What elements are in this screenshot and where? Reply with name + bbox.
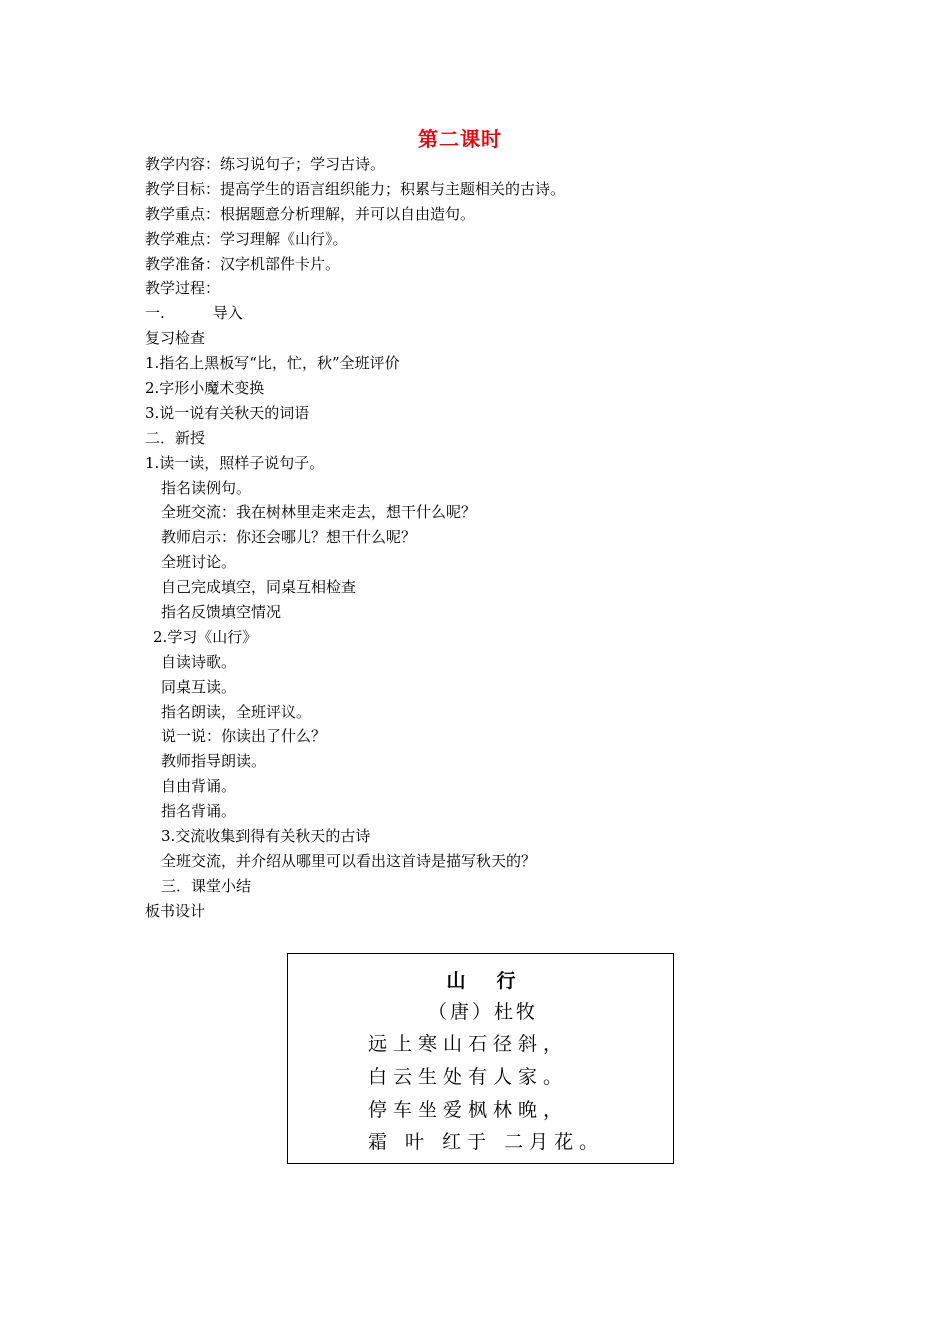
- section-1-sub: 复习检查: [145, 329, 206, 348]
- list-item: 全班交流：我在树林里走来走去，想干什么呢？: [161, 503, 477, 522]
- list-item: 指名背诵。: [161, 802, 237, 821]
- list-item: 自由背诵。: [161, 777, 237, 796]
- poem-line: 白云生处有人家。: [368, 1066, 569, 1088]
- list-item: 2.字形小魔术变换: [145, 379, 265, 398]
- poem-line: 远上寒山石径斜，: [368, 1033, 569, 1055]
- poem-author: （唐）杜牧: [428, 1001, 539, 1023]
- item-3-title: 3.交流收集到得有关秋天的古诗: [161, 827, 371, 846]
- section-1-title: 导入: [212, 304, 243, 323]
- list-item: 全班交流，并介绍从哪里可以看出这首诗是描写秋天的？: [161, 851, 537, 870]
- poem-title-char-2: 行: [496, 970, 517, 992]
- list-item: 教师指导朗读。: [161, 752, 267, 771]
- section-1-number: 一.: [145, 304, 165, 323]
- teaching-preparation: 教学准备：汉字机部件卡片。: [145, 254, 341, 273]
- item-1-title: 1.读一读，照样子说句子。: [145, 453, 325, 472]
- teaching-goal: 教学目标：提高学生的语言组织能力；积累与主题相关的古诗。: [145, 179, 566, 198]
- list-item: 自己完成填空，同桌互相检查: [161, 578, 357, 597]
- section-3-heading: 三．课堂小结: [161, 876, 252, 895]
- item-2-title: 2.学习《山行》: [153, 627, 258, 646]
- list-item: 指名读例句。: [161, 478, 252, 497]
- lesson-body: [145, 152, 865, 924]
- teaching-content: 教学内容：练习说句子；学习古诗。: [145, 155, 386, 173]
- list-item: 1.指名上黑板写“比，忙，秋”全班评价: [145, 354, 400, 373]
- section-1-heading: [145, 301, 865, 326]
- list-item: 同桌互读。: [161, 677, 237, 696]
- list-item: 教师启示：你还会哪儿？想干什么呢？: [161, 528, 417, 547]
- blackboard-design-box: [287, 953, 674, 1164]
- list-item: 全班讨论。: [161, 553, 237, 572]
- teaching-difficulty: 教学难点：学习理解《山行》。: [145, 229, 348, 248]
- poem-title-char-1: 山: [446, 970, 467, 992]
- board-design-heading: 板书设计: [145, 901, 206, 920]
- list-item: 说一说：你读出了什么？: [161, 727, 327, 746]
- teaching-process: 教学过程：: [145, 279, 221, 298]
- poem-line: 停车坐爱枫林晚，: [368, 1099, 569, 1121]
- poem-line: 霜 叶 红于 二月花。: [368, 1131, 605, 1153]
- page-title: 第二课时: [418, 127, 502, 151]
- section-2-heading: 二．新授: [145, 428, 206, 447]
- poem-title: [288, 966, 675, 993]
- list-item: 指名反馈填空情况: [161, 603, 282, 622]
- list-item: 3.说一说有关秋天的词语: [145, 403, 310, 422]
- teaching-key-point: 教学重点：根据题意分析理解，并可以自由造句。: [145, 204, 476, 223]
- list-item: 指名朗读，全班评议。: [161, 702, 312, 721]
- list-item: 自读诗歌。: [161, 652, 237, 671]
